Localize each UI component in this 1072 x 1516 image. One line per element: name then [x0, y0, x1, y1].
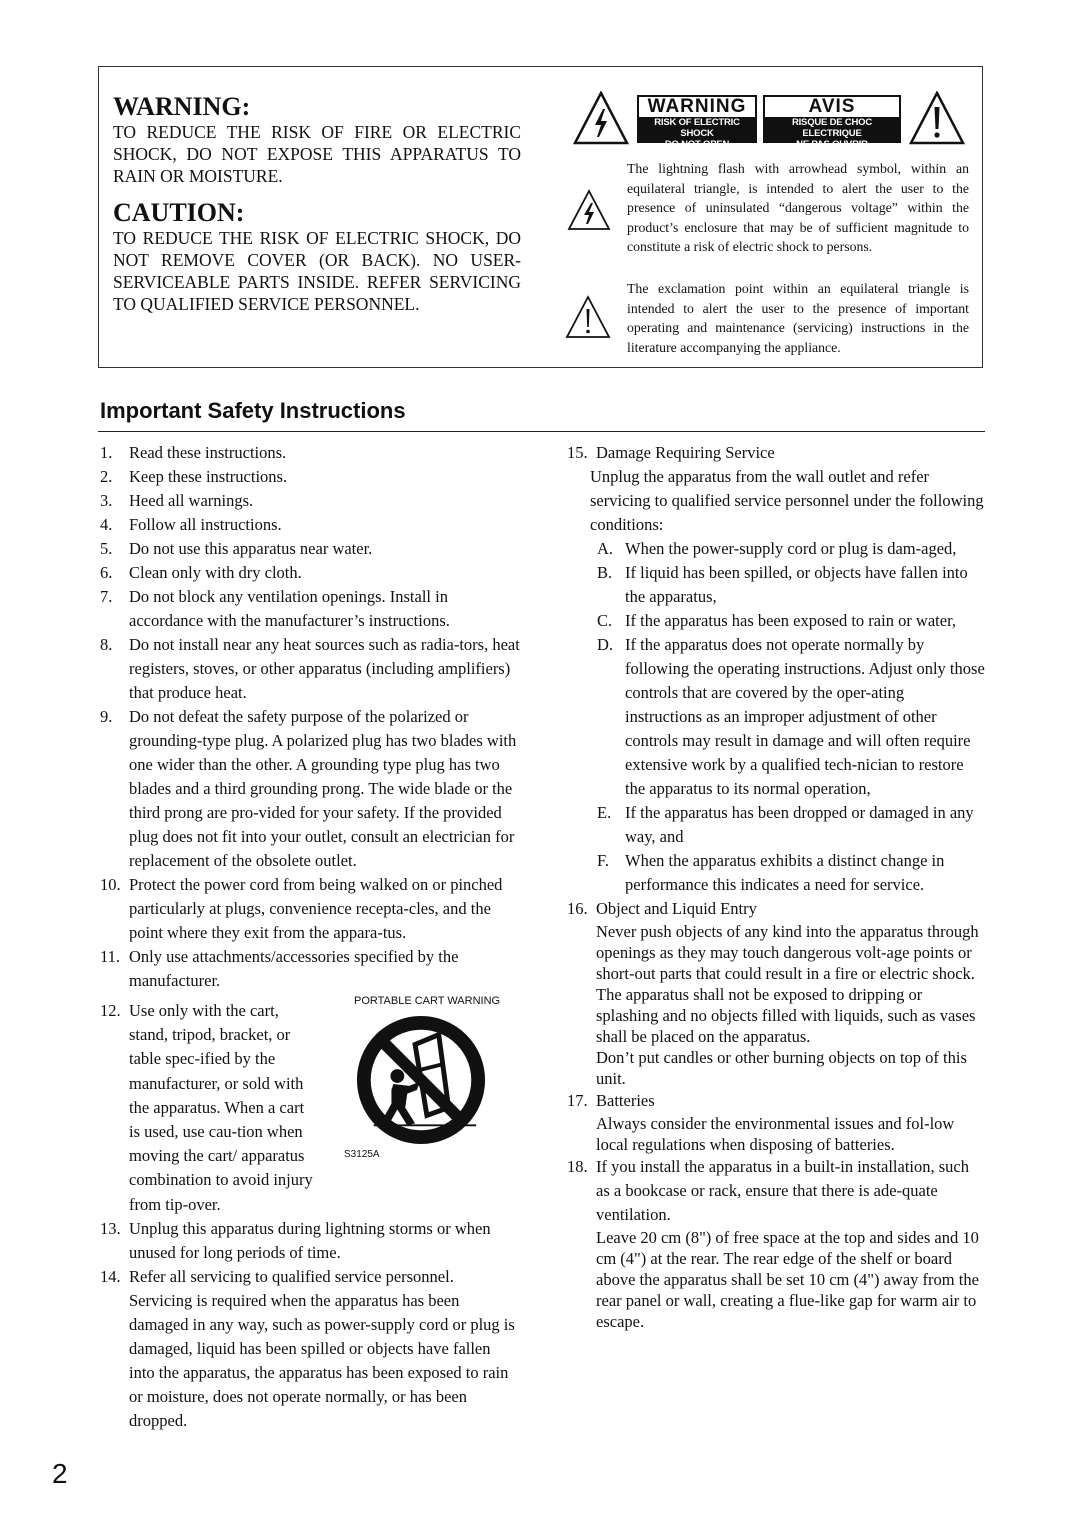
list-item: [100, 873, 520, 945]
item-text: Protect the power cord from being walked on or pinched particularly at plugs, convenience recepta-cles, and the point where they exit from the appara-tus.: [129, 875, 503, 942]
item-17-para-1: Always consider the environmental issues and fol-low local regulations when disposing of batteries.: [596, 1114, 955, 1154]
lightning-symbol-icon: [567, 189, 611, 231]
item-text: Clean only with dry cloth.: [129, 563, 302, 582]
item-title: Damage Requiring Service: [596, 443, 775, 462]
left-column: [100, 441, 520, 1433]
item-text: Do not defeat the safety purpose of the polarized or grounding-type plug. A polarized plug has two blades with one wider than the other. A grounding type plug has two blades and a third grounding prong. The wide blade or the third prong are pro-vided for your safety. If the provided plug does not fit into your outlet, consult an electrician for replacement of the obsolete outlet.: [129, 707, 517, 870]
item-text: Read these instructions.: [129, 443, 287, 462]
item-text: Heed all warnings.: [129, 491, 254, 510]
item-12-row: [100, 995, 520, 1217]
cart-tipover-icon: [354, 1013, 488, 1147]
condition-item: [567, 537, 985, 561]
item-number: 13.: [100, 1218, 121, 1238]
item-16-para-3: Don’t put candles or other burning objects on top of this unit.: [596, 1048, 967, 1088]
list-item: [100, 705, 520, 873]
warning-label-line2: DO NOT OPEN: [664, 139, 730, 150]
list-item: [100, 465, 520, 489]
caution-heading: CAUTION:: [113, 198, 245, 227]
condition-letter: E.: [597, 803, 612, 822]
warning-label: [637, 95, 757, 150]
condition-text: If the apparatus has been dropped or damaged in any way, and: [625, 803, 974, 846]
item-text: Do not block any ventilation openings. Install in accordance with the manufacturer’s instructions.: [129, 587, 450, 630]
list-item: [100, 1265, 520, 1433]
exclamation-triangle-icon: [909, 91, 965, 145]
item-16: [567, 897, 985, 921]
condition-text: If liquid has been spilled, or objects have fallen into the apparatus,: [625, 563, 968, 606]
warning-heading: WARNING:: [113, 92, 251, 121]
warning-label-line1: RISK OF ELECTRIC SHOCK: [654, 117, 740, 139]
warning-label-row: [569, 91, 969, 150]
condition-letter: B.: [597, 563, 613, 582]
item-18-para-1: Leave 20 cm (8") of free space at the top and sides and 10 cm (4") at the rear. The rear edge of the shelf or board above the apparatus shall be set 10 cm (4") away from the rear panel or wall, creating a flue-like gap for warm air to escape.: [596, 1228, 979, 1331]
item-title: Batteries: [596, 1091, 655, 1110]
item-text: Unplug this apparatus during lightning storms or when unused for long periods of time.: [129, 1218, 491, 1262]
item-17-body: [567, 1113, 985, 1155]
item-18: [567, 1155, 985, 1227]
item-text: Follow all instructions.: [129, 515, 282, 534]
item-text: If you install the apparatus in a built-in installation, such as a bookcase or rack, ensure that there is ade-quate ventilation.: [596, 1157, 970, 1224]
list-item: [100, 1217, 520, 1265]
item-number: 1.: [100, 443, 113, 462]
avis-label-band: [765, 117, 899, 150]
condition-text: If the apparatus does not operate normally by following the operating instructions. Adjust only those controls that are covered by the oper-ating instructions as an improper adjustment of other controls may result in damage and will often require extensive work by a qualified tech-nician to restore the apparatus to its normal operation,: [625, 635, 985, 798]
item-number: 14.: [100, 1266, 121, 1286]
avis-label-line1: RISQUE DE CHOC ELECTRIQUE: [791, 117, 873, 139]
item-text: Use only with the cart, stand, tripod, bracket, or table spec-ified by the manufacturer, or sold with the apparatus. When a cart is used, use cau-tion when moving the cart/ apparatus combination to avoid injury from tip-over.: [129, 1001, 313, 1214]
exclamation-symbol-icon: [565, 295, 611, 339]
page-number: 2: [52, 1458, 68, 1489]
item-number: 4.: [100, 515, 113, 534]
item-number: 18.: [567, 1157, 588, 1176]
item-number: 8.: [100, 635, 113, 654]
list-item: [100, 441, 520, 465]
section-divider: [98, 431, 985, 432]
condition-item: [567, 633, 985, 801]
warning-label-band: [639, 117, 755, 150]
list-item: [100, 945, 520, 993]
condition-text: When the apparatus exhibits a distinct change in performance this indicates a need for service.: [625, 851, 945, 894]
cart-figure-code: S3125A: [344, 1149, 380, 1160]
lightning-description: The lightning flash with arrowhead symbol, within an equilateral triangle, is intended to alert the user to the presence of uninsulated “dangerous voltage” within the product’s enclosure that may be of sufficient magnitude to constitute a risk of electric shock to persons.: [627, 161, 969, 254]
list-item-cart: [100, 999, 316, 1217]
item-number: 9.: [100, 707, 113, 726]
item-number: 6.: [100, 563, 113, 582]
item-number: 11.: [100, 947, 121, 966]
list-item: [100, 537, 520, 561]
lightning-triangle-icon: [573, 91, 629, 145]
item-16-para-2: The apparatus shall not be exposed to dripping or splashing and no objects filled with liquids, such as vases shall be placed on the apparatus.: [596, 985, 976, 1046]
warning-text: TO REDUCE THE RISK OF FIRE OR ELECTRIC SHOCK, DO NOT EXPOSE THIS APPARATUS TO RAIN OR MOISTURE.: [113, 122, 521, 186]
item-text: Do not install near any heat sources such as radia-tors, heat registers, stoves, or other apparatus (including amplifiers) that produce heat.: [129, 635, 520, 702]
condition-item: [567, 801, 985, 849]
avis-label-line2: NE PAS OUVRIR: [796, 139, 868, 150]
item-16-body: [567, 921, 985, 1089]
condition-item: [567, 609, 985, 633]
list-item: [100, 585, 520, 633]
caution-text: TO REDUCE THE RISK OF ELECTRIC SHOCK, DO NOT REMOVE COVER (OR BACK). NO USER-SERVICEABLE PARTS INSIDE. REFER SERVICING TO QUALIFIED SERVICE PERSONNEL.: [113, 228, 521, 314]
item-number: 3.: [100, 491, 113, 510]
warning-caution-block: [113, 93, 521, 315]
condition-text: When the power-supply cord or plug is dam-aged,: [625, 539, 957, 558]
section-title: Important Safety Instructions: [100, 398, 406, 423]
item-15-intro: Unplug the apparatus from the wall outlet and refer servicing to qualified service personnel under the following conditions:: [590, 467, 984, 534]
item-text: Refer all servicing to qualified service personnel. Servicing is required when the apparatus has been damaged in any way, such as power-supply cord or plug is damaged, liquid has been spilled or objects have fallen into the apparatus, the apparatus has been exposed to rain or moisture, does not operate normally, or has been dropped.: [129, 1266, 515, 1430]
item-number: 12.: [100, 1001, 121, 1020]
item-number: 2.: [100, 467, 113, 486]
item-18-body: [567, 1227, 985, 1332]
condition-letter: F.: [597, 851, 609, 870]
item-text: Only use attachments/accessories specified by the manufacturer.: [129, 947, 459, 990]
warning-label-title: WARNING: [647, 96, 747, 117]
condition-item: [567, 561, 985, 609]
condition-letter: D.: [597, 635, 614, 654]
warning-box: [98, 66, 983, 368]
list-item: [100, 633, 520, 705]
condition-letter: C.: [597, 611, 613, 630]
right-column: [567, 441, 985, 1332]
item-number: 10.: [100, 875, 121, 894]
item-number: 7.: [100, 587, 113, 606]
item-text: Do not use this apparatus near water.: [129, 539, 373, 558]
item-number: 5.: [100, 539, 113, 558]
item-number: 16.: [567, 899, 588, 918]
condition-text: If the apparatus has been exposed to rain or water,: [625, 611, 957, 630]
portable-cart-figure: [340, 995, 510, 1165]
item-text: Keep these instructions.: [129, 467, 288, 486]
avis-label: [763, 95, 901, 150]
list-item: [100, 561, 520, 585]
exclamation-description: The exclamation point within an equilateral triangle is intended to alert the user to the presence of important operating and maintenance (servicing) instructions in the literature accompanying the appliance.: [627, 281, 969, 355]
item-number: 17.: [567, 1091, 588, 1110]
avis-label-title: AVIS: [808, 96, 856, 117]
item-17: [567, 1089, 985, 1113]
list-item: [100, 513, 520, 537]
item-16-para-1: Never push objects of any kind into the apparatus through openings as they may touch dangerous volt-age points or short-out parts that could result in a fire or electric shock.: [596, 922, 979, 983]
condition-item: [567, 849, 985, 897]
item-number: 15.: [567, 443, 588, 462]
cart-caption: PORTABLE CART WARNING: [354, 995, 501, 1007]
item-15: [567, 441, 985, 465]
condition-letter: A.: [597, 539, 614, 558]
item-title: Object and Liquid Entry: [596, 899, 757, 918]
list-item: [100, 489, 520, 513]
